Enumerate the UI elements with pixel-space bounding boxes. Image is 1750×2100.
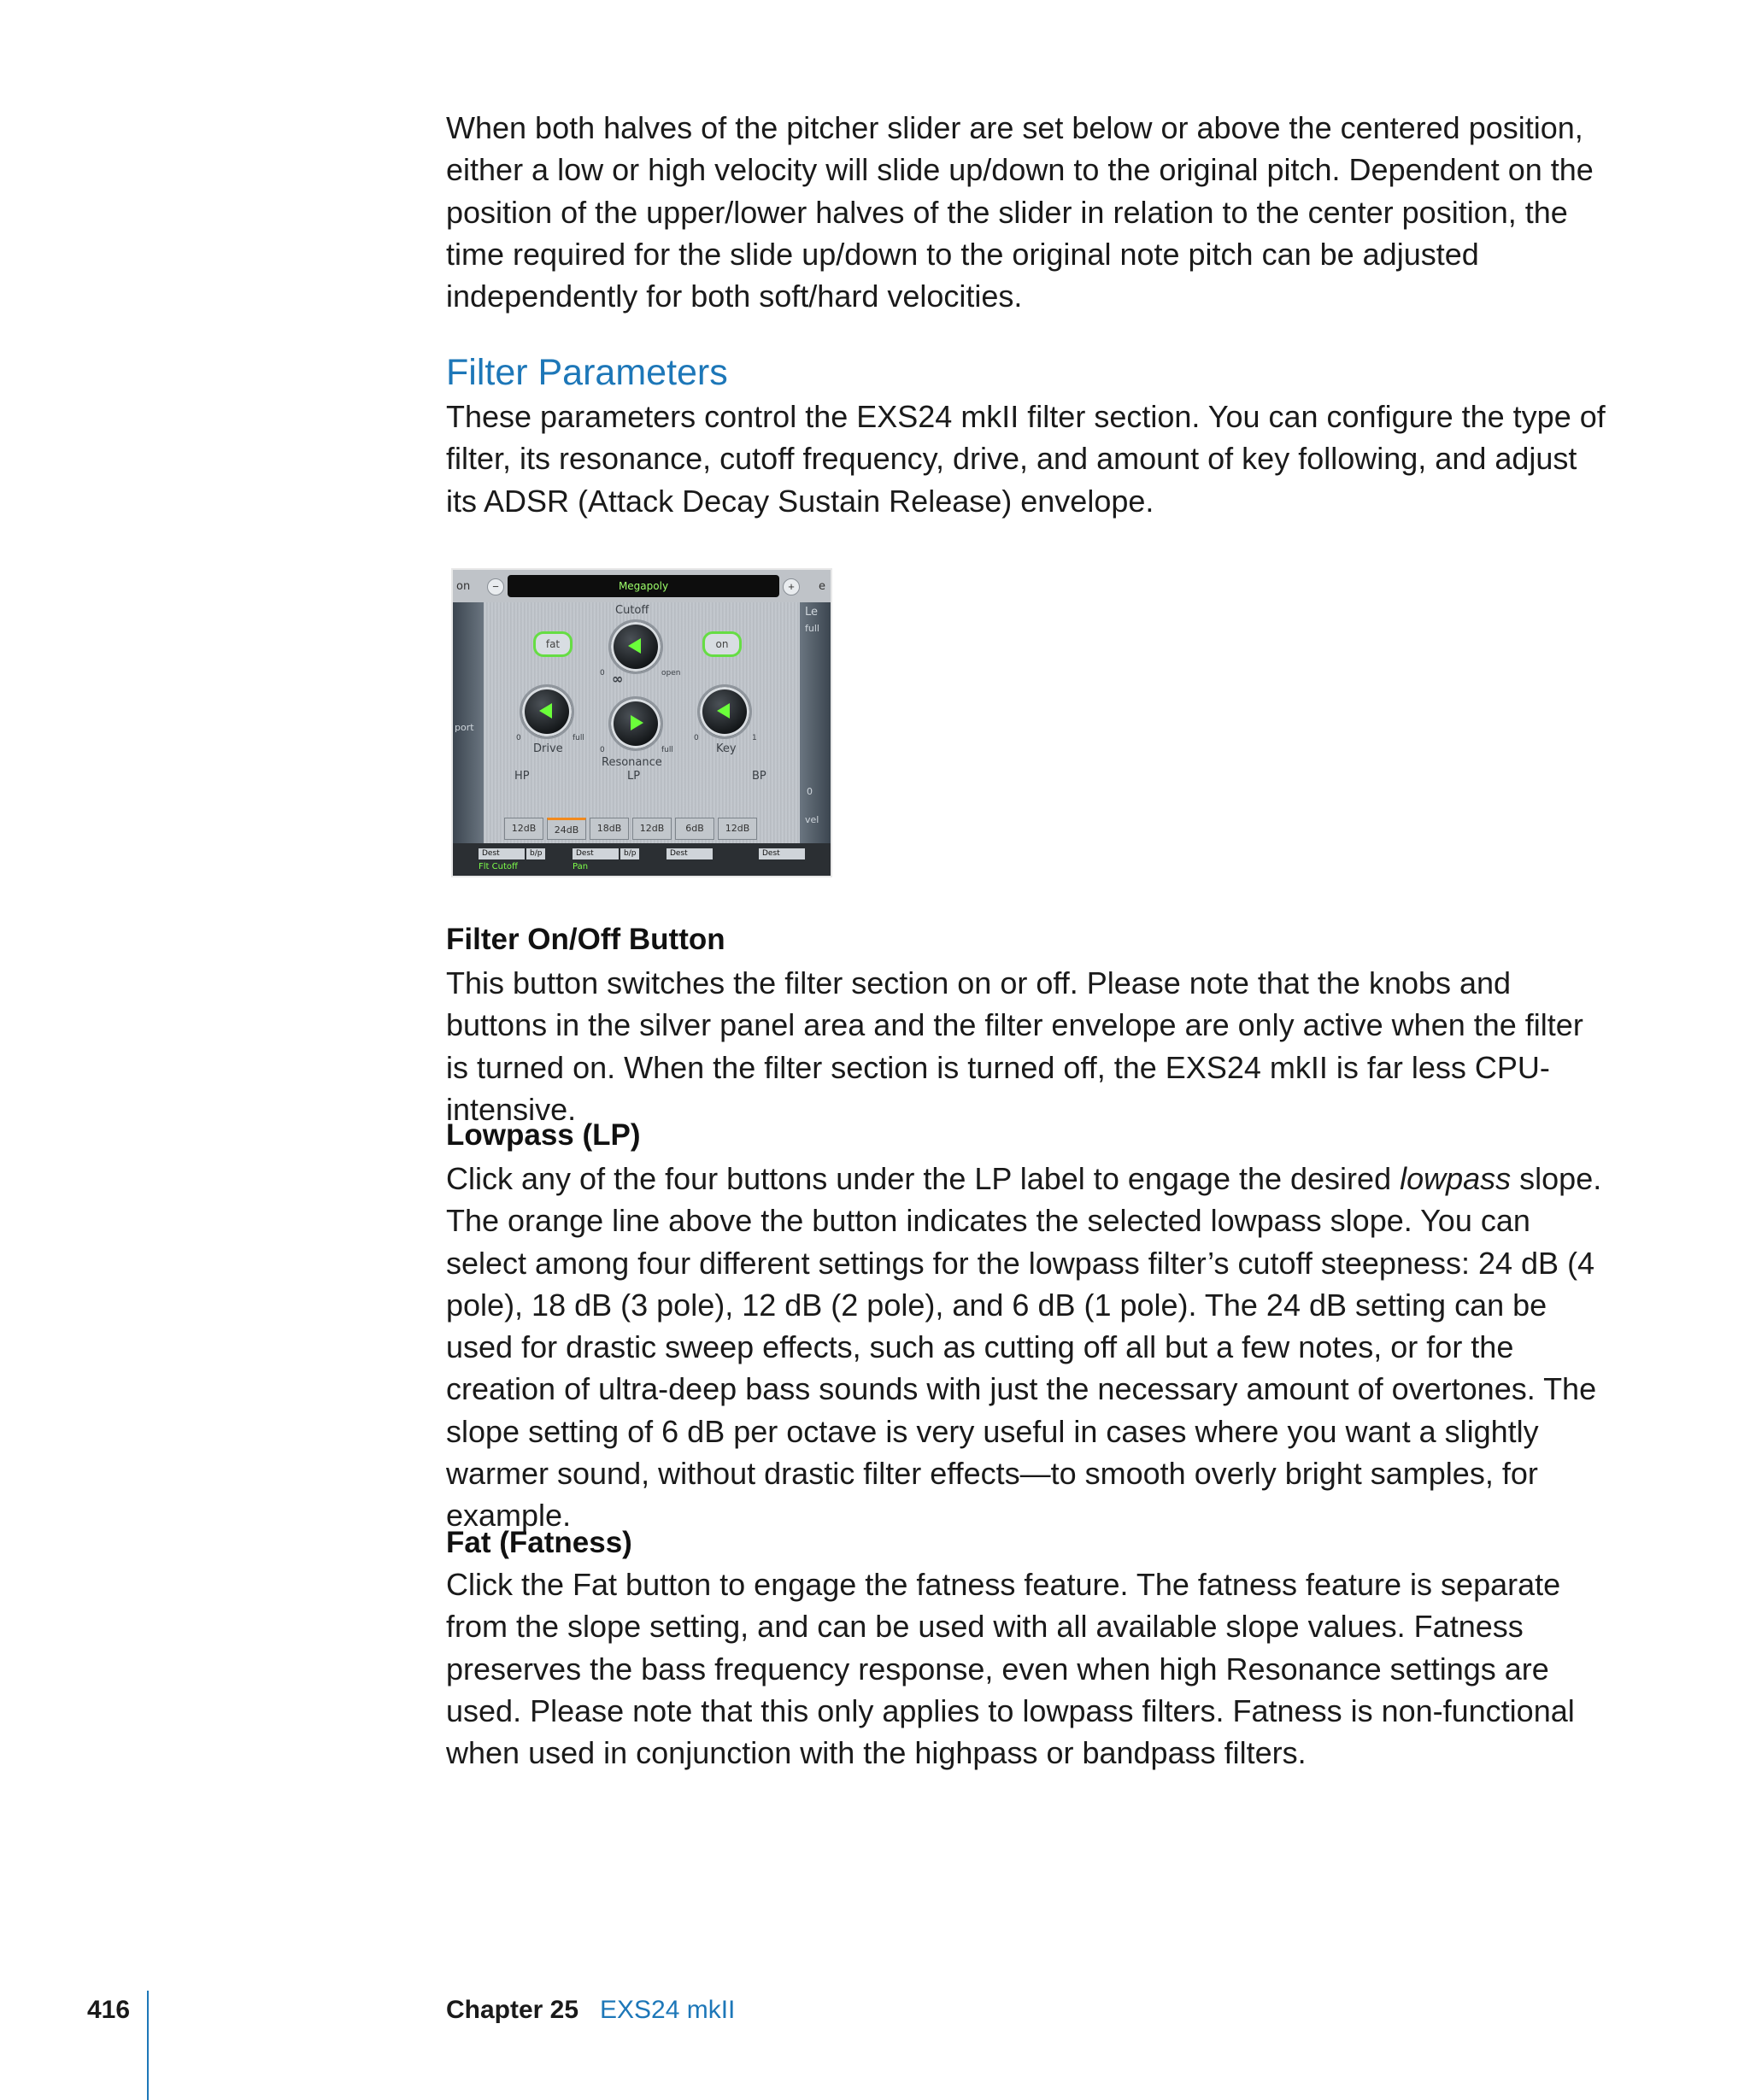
level-label: Le	[805, 606, 819, 619]
next-preset-icon[interactable]: +	[783, 578, 800, 595]
lp-label: LP	[627, 770, 641, 783]
cutoff-min-label: 0	[600, 669, 605, 678]
fatness-paragraph: Click the Fat button to engage the fatness feature. The fatness feature is separate from the slope setting, and can be used with all available slope values. Fatness preserves the bass frequency response, even when high Resonance settings are used. Please note that this only applies to lowpass filters. Fatness is non-functional when used in conjunction with the highpass or bandpass filters.	[446, 1567, 1575, 1771]
key-min-label: 0	[694, 734, 699, 742]
dest-menu-2[interactable]: Dest	[573, 848, 619, 859]
filter-silver-face	[484, 602, 800, 843]
footer-chapter-title: EXS24 mkII	[600, 1996, 736, 2024]
right-tab-label: e	[819, 580, 825, 593]
level-full-label: full	[805, 623, 819, 634]
dest-menu-4[interactable]: Dest	[759, 848, 805, 859]
lowpass-text-start: Click any of the four buttons under the LP label to engage the desired	[446, 1161, 1401, 1196]
level-zero-label: 0	[807, 786, 813, 797]
resonance-knob[interactable]	[608, 696, 663, 751]
footer-rule	[147, 1991, 149, 2100]
drive-min-label: 0	[516, 734, 521, 742]
fat-button[interactable]: fat	[533, 631, 573, 657]
lowpass-emphasis: lowpass	[1400, 1161, 1512, 1196]
dest-menu-3[interactable]: Dest	[667, 848, 713, 859]
dest-readout-2: Pan	[573, 862, 589, 871]
left-side-panel	[453, 602, 484, 843]
key-max-label: 1	[752, 734, 757, 742]
lp-24db-button[interactable]: 24dB	[547, 818, 586, 840]
drive-max-label: full	[573, 734, 584, 742]
previous-preset-icon[interactable]: −	[487, 578, 504, 595]
page-number: 416	[87, 1996, 131, 2024]
port-label: port	[455, 722, 474, 733]
cutoff-max-label: open	[661, 669, 681, 678]
filter-parameters-paragraph: These parameters control the EXS24 mkII filter section. You can configure the type of filter, its resonance, cutoff frequency, drive, and amount of key following, and adjust its ADSR (Attack Decay Sustain Release) envelope.	[446, 399, 1606, 519]
dest-menu-1[interactable]: Dest	[479, 848, 525, 859]
right-side-panel	[800, 602, 831, 843]
heading-fatness: Fat (Fatness)	[446, 1526, 632, 1559]
bp-toggle-1[interactable]: b/p	[526, 848, 545, 859]
modulation-bar	[453, 843, 831, 877]
footer-chapter: Chapter 25	[446, 1996, 579, 2024]
lowpass-text-end: slope. The orange line above the button indicates the selected lowpass slope. You can select among four different settings for the lowpass filter’s cutoff steepness: 24 dB (4 pole), 18 dB (3 pole), 12 dB (2 pole), and 6 dB (1 pole). The 24 dB setting can be used for drastic sweep effects, such as cutting off all but a few notes, or for the creation of ultra-deep bass sounds with just the necessary amount of overtones. The slope setting of 6 dB per octave is very useful in cases where you want a slightly warmer sound, without drastic filter effects—to smooth overly bright samples, for example.	[446, 1161, 1602, 1534]
resonance-label: Resonance	[602, 756, 662, 769]
lowpass-paragraph	[446, 1158, 1608, 1537]
drive-label: Drive	[533, 742, 563, 755]
panel-top-bar	[453, 570, 831, 602]
vel-label: vel	[805, 814, 819, 825]
heading-filter-on-off: Filter On/Off Button	[446, 923, 725, 956]
section-heading-filter-parameters: Filter Parameters	[446, 352, 728, 393]
bp-label: BP	[752, 770, 766, 783]
resonance-min-label: 0	[600, 746, 605, 754]
dest-readout-1: Flt Cutoff	[479, 862, 518, 871]
cutoff-label: Cutoff	[615, 604, 649, 617]
lp-12db-button[interactable]: 12dB	[632, 818, 672, 840]
heading-lowpass: Lowpass (LP)	[446, 1118, 641, 1152]
preset-display: Megapoly	[508, 575, 779, 597]
hp-label: HP	[514, 770, 530, 783]
link-icon[interactable]: ∞	[612, 671, 624, 687]
filter-on-button[interactable]: on	[702, 631, 742, 657]
resonance-max-label: full	[661, 746, 673, 754]
drive-knob[interactable]	[520, 684, 574, 739]
key-label: Key	[716, 742, 737, 755]
intro-paragraph: When both halves of the pitcher slider are set below or above the centered position, either a low or high velocity will slide up/down to the original pitch. Dependent on the position of the upper/lower halves of the slider in relation to the center position, the time required for the slide up/down to the original note pitch can be adjusted independently for both soft/hard velocities.	[446, 110, 1594, 314]
hp-12db-button[interactable]: 12dB	[504, 818, 543, 840]
key-knob[interactable]	[697, 684, 752, 739]
left-tab-label: on	[456, 580, 471, 593]
filter-panel-figure	[451, 568, 832, 877]
lp-18db-button[interactable]: 18dB	[590, 818, 629, 840]
filter-on-off-paragraph: This button switches the filter section on or off. Please note that the knobs and buttons in the silver panel area and the filter envelope are only active when the filter is turned on. When the filter section is turned off, the EXS24 mkII is far less CPU-intensive.	[446, 965, 1583, 1127]
bp-toggle-2[interactable]: b/p	[620, 848, 639, 859]
lp-6db-button[interactable]: 6dB	[675, 818, 714, 840]
bp-12db-button[interactable]: 12dB	[718, 818, 757, 840]
cutoff-knob[interactable]	[608, 619, 663, 674]
